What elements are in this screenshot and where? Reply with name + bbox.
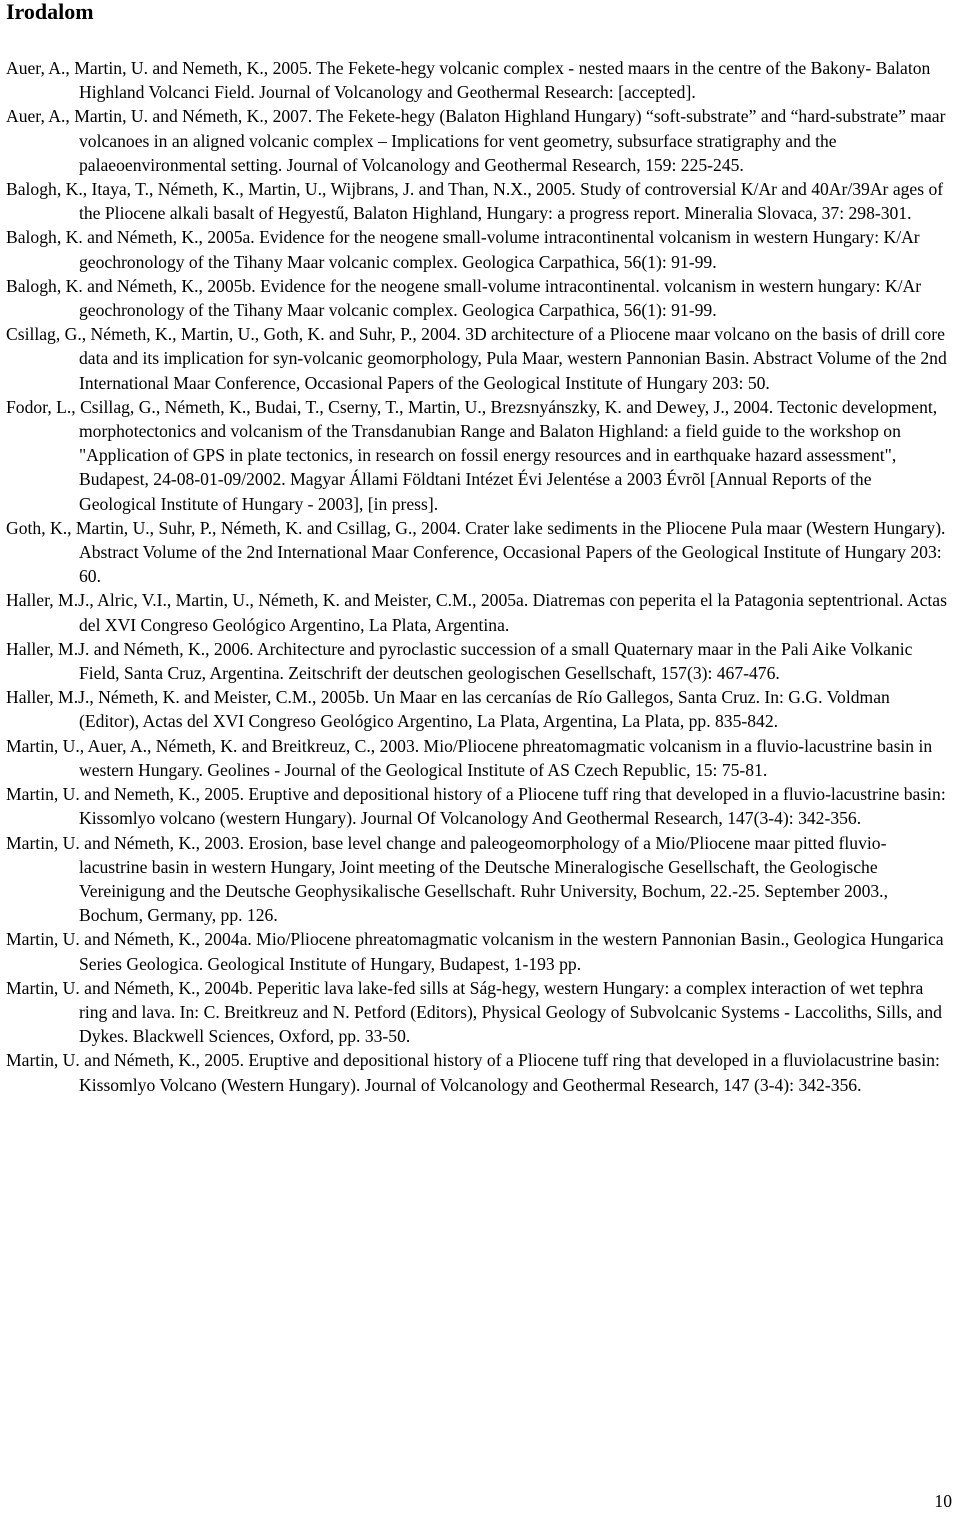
- reference-item: Haller, M.J., Alric, V.I., Martin, U., Németh, K. and Meister, C.M., 2005a. Diatremas con peperita el la Patagonia septentrional. Actas del XVI Congreso Geológico Argentino, La Plata, Argentina.: [6, 590, 947, 635]
- reference-item: Balogh, K. and Németh, K., 2005b. Evidence for the neogene small-volume intracontinental. volcanism in western hungary: K/Ar geochronology of the Tihany Maar volcanic complex. Geologica Carpathica, 56(1): 91-99.: [6, 275, 922, 321]
- reference-item: Martin, U. and Németh, K., 2004a. Mio/Pliocene phreatomagmatic volcanism in the western Pannonian Basin., Geologica Hungarica Series Geologica. Geological Institute of Hungary, Budapest, 1-193 pp.: [6, 929, 944, 974]
- reference-item: Auer, A., Martin, U. and Németh, K., 2007. The Fekete-hegy (Balaton Highland Hungary) “soft-substrate” and “hard-substrate” maar volcanoes in an aligned volcanic complex – Implications for vent geometry, subsurface stratigraphy and the palaeoenvironmental setting. Journal of Volcanology and Geothermal Research, 159: 225-245.: [6, 106, 946, 175]
- reference-item: Haller, M.J. and Németh, K., 2006. Architecture and pyroclastic succession of a small Quaternary maar in the Pali Aike Volkanic Field, Santa Cruz, Argentina. Zeitschrift der deutschen geologischen Gesellschaft, 157(3): 467-476.: [6, 638, 913, 684]
- reference-item: Martin, U. and Nemeth, K., 2005. Eruptive and depositional history of a Pliocene tuff ring that developed in a fluvio-lacustrine basin: Kissomlyo volcano (western Hungary). Journal Of Volcanology And Geothermal Research, 147(3-4): 342-356.: [6, 784, 946, 829]
- reference-item: Martin, U. and Németh, K., 2005. Eruptive and depositional history of a Pliocene tuff ring that developed in a fluviolacustrine basin: Kissomlyo Volcano (Western Hungary). Journal of Volcanology and Geothermal Research, 147 (3-4): 342-356.: [6, 1050, 940, 1095]
- reference-item: Csillag, G., Németh, K., Martin, U., Goth, K. and Suhr, P., 2004. 3D architecture of a Pliocene maar volcano on the basis of drill core data and its implication for syn-volcanic geomorphology, Pula Maar, western Pannonian Basin. Abstract Volume of the 2nd International Maar Conference, Occasional Papers of the Geological Institute of Hungary 203: 50.: [6, 324, 947, 393]
- reference-item: Martin, U. and Németh, K., 2003. Erosion, base level change and paleogeomorphology of a Mio/Pliocene maar pitted fluvio-lacustrine basin in western Hungary, Joint meeting of the Deutsche Mineralogische Gesellschaft, the Geologische Vereinigung and the Deutsche Geophysikalische Gesellschaft. Ruhr University, Bochum, 22.-25. September 2003., Bochum, Germany, pp. 126.: [6, 832, 888, 926]
- reference-item: Fodor, L., Csillag, G., Németh, K., Budai, T., Cserny, T., Martin, U., Brezsnyánszky, K. and Dewey, J., 2004. Tectonic development, morphotectonics and volcanism of the Transdanubian Range and Balaton Highland: a field guide to the workshop on "Application of GPS in plate tectonics, in research on fossil energy resources and in earthquake hazard assessment", Budapest, 24-08-01-09/2002. Magyar Állami Földtani Intézet Évi Jelentése a 2003 Évrõl [Annual Reports of the Geological Institute of Hungary - 2003], [in press].: [6, 396, 938, 514]
- reference-item: Martin, U. and Németh, K., 2004b. Peperitic lava lake-fed sills at Ság-hegy, western Hungary: a complex interaction of wet tephra ring and lava. In: C. Breitkreuz and N. Petford (Editors), Physical Geology of Subvolcanic Systems - Laccoliths, Sills, and Dykes. Blackwell Sciences, Oxford, pp. 33-50.: [6, 977, 942, 1047]
- section-heading: Irodalom: [6, 0, 94, 24]
- reference-item: Auer, A., Martin, U. and Nemeth, K., 2005. The Fekete-hegy volcanic complex - nested maars in the centre of the Bakony- Balaton Highland Volcanci Field. Journal of Volcanology and Geothermal Research: [accepted].: [6, 58, 931, 103]
- reference-item: Balogh, K. and Németh, K., 2005a. Evidence for the neogene small-volume intracontinental volcanism in western Hungary: K/Ar geochronology of the Tihany Maar volcanic complex. Geologica Carpathica, 56(1): 91-99.: [6, 227, 920, 272]
- reference-item: Goth, K., Martin, U., Suhr, P., Németh, K. and Csillag, G., 2004. Crater lake sediments in the Pliocene Pula maar (Western Hungary). Abstract Volume of the 2nd International Maar Conference, Occasional Papers of the Geological Institute of Hungary 203: 60.: [6, 517, 946, 587]
- reference-item: Balogh, K., Itaya, T., Németh, K., Martin, U., Wijbrans, J. and Than, N.X., 2005. Study of controversial K/Ar and 40Ar/39Ar ages of the Pliocene alkali basalt of Hegyestű, Balaton Highland, Hungary: a progress report. Mineralia Slovaca, 37: 298-301.: [6, 179, 944, 224]
- reference-list: [6, 56, 952, 1097]
- reference-item: Haller, M.J., Németh, K. and Meister, C.M., 2005b. Un Maar en las cercanías de Río Gallegos, Santa Cruz. In: G.G. Voldman (Editor), Actas del XVI Congreso Geológico Argentino, La Plata, Argentina, La Plata, pp. 835-842.: [6, 687, 890, 732]
- reference-item: Martin, U., Auer, A., Németh, K. and Breitkreuz, C., 2003. Mio/Pliocene phreatomagmatic volcanism in a fluvio-lacustrine basin in western Hungary. Geolines - Journal of the Geological Institute of AS Czech Republic, 15: 75-81.: [6, 735, 933, 780]
- page-number: 10: [934, 1491, 952, 1511]
